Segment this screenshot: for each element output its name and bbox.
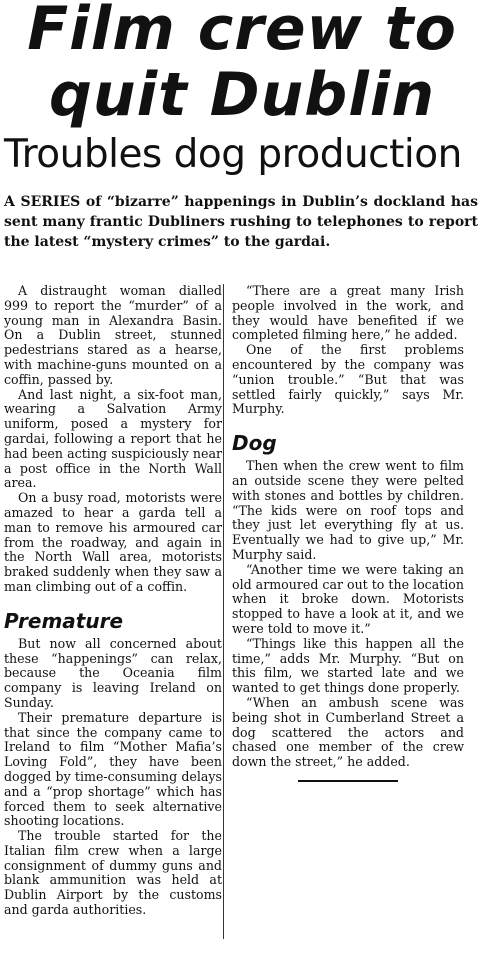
- article-columns: [0, 284, 484, 956]
- left-column: [4, 284, 222, 918]
- paragraph: “When an ambush scene was being shot in Cumberland Street a dog scattered the actors and chased one member of the crew down the street,” he added.: [232, 694, 464, 770]
- paragraph: Their premature departure is that since the company came to Ireland to film “Mother Mafia’s Loving Fold”, they have been dogged by time-consuming delays and a “prop shortage” which has forced them to seek alternative shooting locations.: [4, 709, 222, 829]
- right-column: [232, 284, 464, 782]
- paragraph: But now all concerned about these “happenings” can relax, because the Oceania film company is leaving Ireland on Sunday.: [4, 635, 222, 710]
- paragraph: “Another time we were taking an old armoured car out to the location when it broke down. Motorists stopped to have a look at it, and we were told to move it.”: [232, 561, 464, 636]
- subheadline: Troubles dog production: [4, 132, 462, 177]
- column-rule: [223, 284, 224, 939]
- paragraph: A distraught woman dialled 999 to report the “murder” of a young man in Alexandra Basin. On a Dublin street, stunned pedestrians stared as a hearse, with machine-guns mounted on a coffin, passed by.: [4, 283, 222, 387]
- subheading-dog: Dog: [232, 431, 277, 456]
- end-rule: [298, 780, 398, 782]
- paragraph: One of the first problems encountered by the company was “union trouble.” “But that was settled fairly quickly,” says Mr. Murphy.: [232, 342, 464, 417]
- paragraph: And last night, a six-foot man, wearing a Salvation Army uniform, posed a mystery for gardai, following a report that he had been acting suspiciously near a post office in the North Wall area.: [4, 386, 222, 491]
- headline-line-2: quit Dublin: [48, 60, 436, 130]
- paragraph: The trouble started for the Italian film crew when a large consignment of dummy guns and blank ammunition was held at Dublin Airport by the customs and garda authorities.: [4, 828, 222, 918]
- paragraph: On a busy road, motorists were amazed to hear a garda tell a man to remove his armoured car from the roadway, and again in the North Wall area, motorists braked suddenly when they saw a man climbing out of a coffin.: [4, 490, 222, 594]
- intro-paragraph: A SERIES of “bizarre” happenings in Dublin’s dockland has sent many frantic Dubliners rushing to telephones to report the latest “mystery crimes” to the gardai.: [4, 194, 478, 250]
- paragraph: “There are a great many Irish people involved in the work, and they would have benefited if we completed filming here,” he added.: [232, 283, 464, 343]
- headline: [0, 0, 484, 128]
- paragraph: Then when the crew went to film an outside scene they were pelted with stones and bottles by children. “The kids were on roof tops and they just let everything fly at us. Eventually we had to give up,” Mr. Murphy said.: [232, 458, 464, 562]
- subheading-premature: Premature: [4, 608, 124, 633]
- headline-line-1: Film crew to: [27, 0, 457, 64]
- paragraph: “Things like this happen all the time,” adds Mr. Murphy. “But on this film, we started late and we wanted to get things done properly.: [232, 635, 464, 696]
